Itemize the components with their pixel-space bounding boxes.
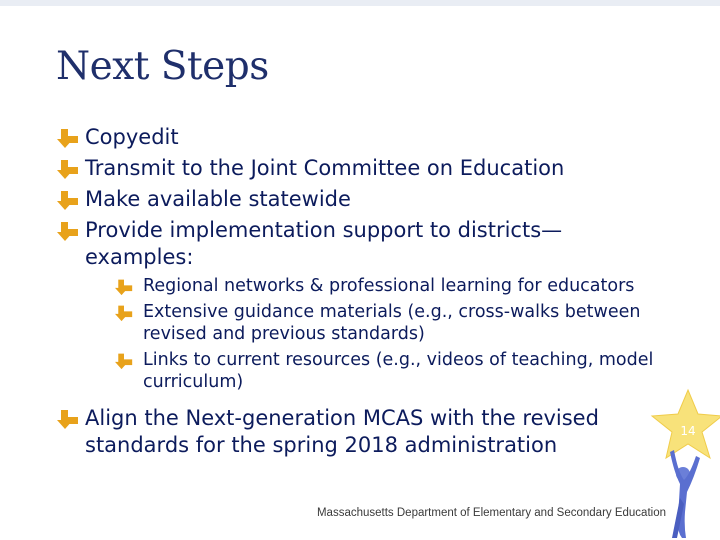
bullet-text: Copyedit bbox=[85, 125, 179, 149]
person-figure bbox=[670, 450, 700, 538]
arrow-bullet-icon bbox=[56, 127, 80, 149]
page-number: 14 bbox=[680, 424, 696, 438]
bullet-text: Align the Next-generation MCAS with the revised standards for the spring 2018 administration bbox=[85, 406, 599, 457]
bullet-text: Make available statewide bbox=[85, 187, 351, 211]
arrow-bullet-icon bbox=[56, 189, 80, 211]
arrow-bullet-icon bbox=[114, 304, 134, 322]
sub-bullet-list bbox=[85, 275, 656, 393]
arrow-bullet-icon bbox=[114, 278, 134, 296]
bullet-text: Transmit to the Joint Committee on Education bbox=[85, 156, 565, 180]
bullet-item bbox=[56, 122, 656, 153]
sub-bullet-item bbox=[114, 349, 656, 393]
arrow-bullet-icon bbox=[56, 220, 80, 242]
sub-bullet-text: Regional networks & professional learning for educators bbox=[143, 276, 635, 296]
arrow-bullet-icon bbox=[56, 408, 80, 430]
arrow-bullet-icon bbox=[114, 352, 134, 370]
bullet-item bbox=[56, 217, 656, 393]
sub-bullet-text: Links to current resources (e.g., videos of teaching, model curriculum) bbox=[143, 350, 654, 392]
bullet-item bbox=[56, 153, 656, 184]
bullet-text: Provide implementation support to districts— examples: bbox=[85, 218, 563, 269]
top-rule bbox=[0, 0, 720, 6]
sub-bullet-text: Extensive guidance materials (e.g., cross-walks between revised and previous standards) bbox=[143, 302, 641, 344]
page-title: Next Steps bbox=[56, 44, 269, 89]
bullet-item bbox=[56, 184, 656, 215]
footer-text: Massachusetts Department of Elementary and Secondary Education bbox=[316, 507, 666, 519]
bullet-item bbox=[56, 405, 656, 459]
bullet-list bbox=[56, 122, 656, 459]
sub-bullet-item bbox=[114, 275, 656, 297]
arrow-bullet-icon bbox=[56, 158, 80, 180]
sub-bullet-item bbox=[114, 301, 656, 345]
